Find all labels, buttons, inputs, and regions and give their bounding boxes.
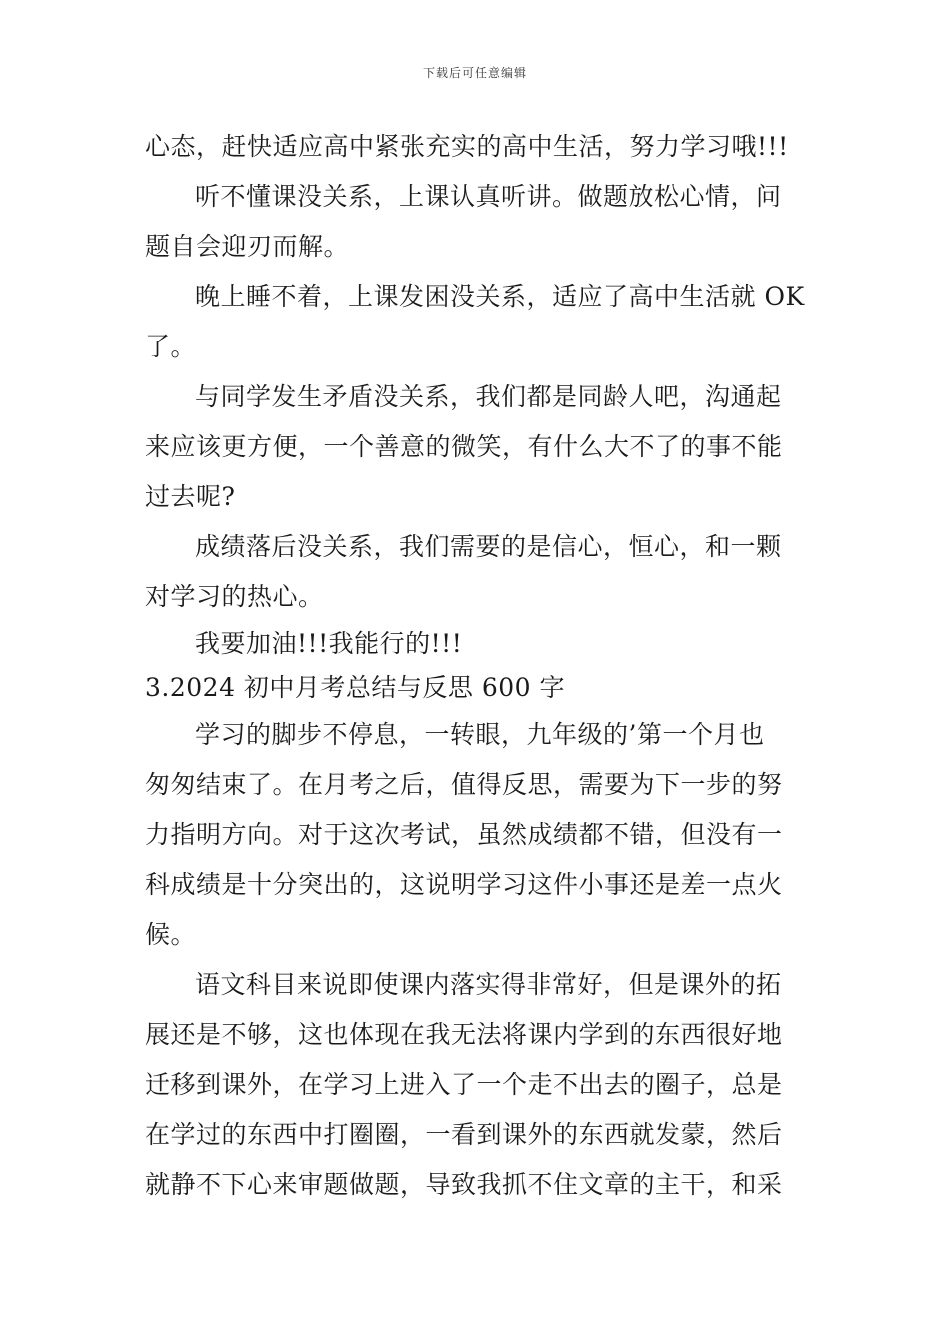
text-line: 与同学发生矛盾没关系，我们都是同龄人吧，沟通起 xyxy=(195,382,782,411)
text-line: 语文科目来说即使课内落实得非常好，但是课外的拓 xyxy=(195,970,782,999)
text-line: 在学过的东西中打圈圈，一看到课外的东西就发蒙，然后 xyxy=(145,1120,783,1149)
text-line: 迁移到课外，在学习上进入了一个走不出去的圈子，总是 xyxy=(145,1070,783,1099)
text-line: 展还是不够，这也体现在我无法将课内学到的东西很好地 xyxy=(145,1020,783,1049)
text-line: 题自会迎刃而解。 xyxy=(145,232,350,261)
text-line: 过去呢? xyxy=(145,482,236,511)
text-line: 匆匆结束了。在月考之后，值得反思，需要为下一步的努 xyxy=(145,770,783,799)
page-header: 下载后可任意编辑 xyxy=(422,66,527,80)
text-line: 了。 xyxy=(145,332,197,361)
text-line: 听不懂课没关系，上课认真听讲。做题放松心情，问 xyxy=(195,182,782,211)
text-line: 对学习的热心。 xyxy=(145,582,324,611)
text-line: 候。 xyxy=(145,920,197,949)
text-line: 就静不下心来审题做题，导致我抓不住文章的主干，和采 xyxy=(145,1170,783,1199)
document-body xyxy=(145,122,810,1210)
text-line: 我要加油!!!我能行的!!! xyxy=(195,629,463,658)
text-line: 学习的脚步不停息，一转眼，九年级的’第一个月也 xyxy=(195,720,765,749)
text-line: 来应该更方便，一个善意的微笑，有什么大不了的事不能 xyxy=(145,432,783,461)
text-line: 心态，赶快适应高中紧张充实的高中生活，努力学习哦!!! xyxy=(145,132,789,161)
section-heading: 3.2024 初中月考总结与反思 600 字 xyxy=(145,673,566,702)
text-line: 力指明方向。对于这次考试，虽然成绩都不错，但没有一 xyxy=(145,820,783,849)
text-line: 晚上睡不着，上课发困没关系，适应了高中生活就 OK xyxy=(195,282,805,311)
text-line: 科成绩是十分突出的，这说明学习这件小事还是差一点火 xyxy=(145,870,783,899)
text-line: 成绩落后没关系，我们需要的是信心，恒心，和一颗 xyxy=(195,532,782,561)
